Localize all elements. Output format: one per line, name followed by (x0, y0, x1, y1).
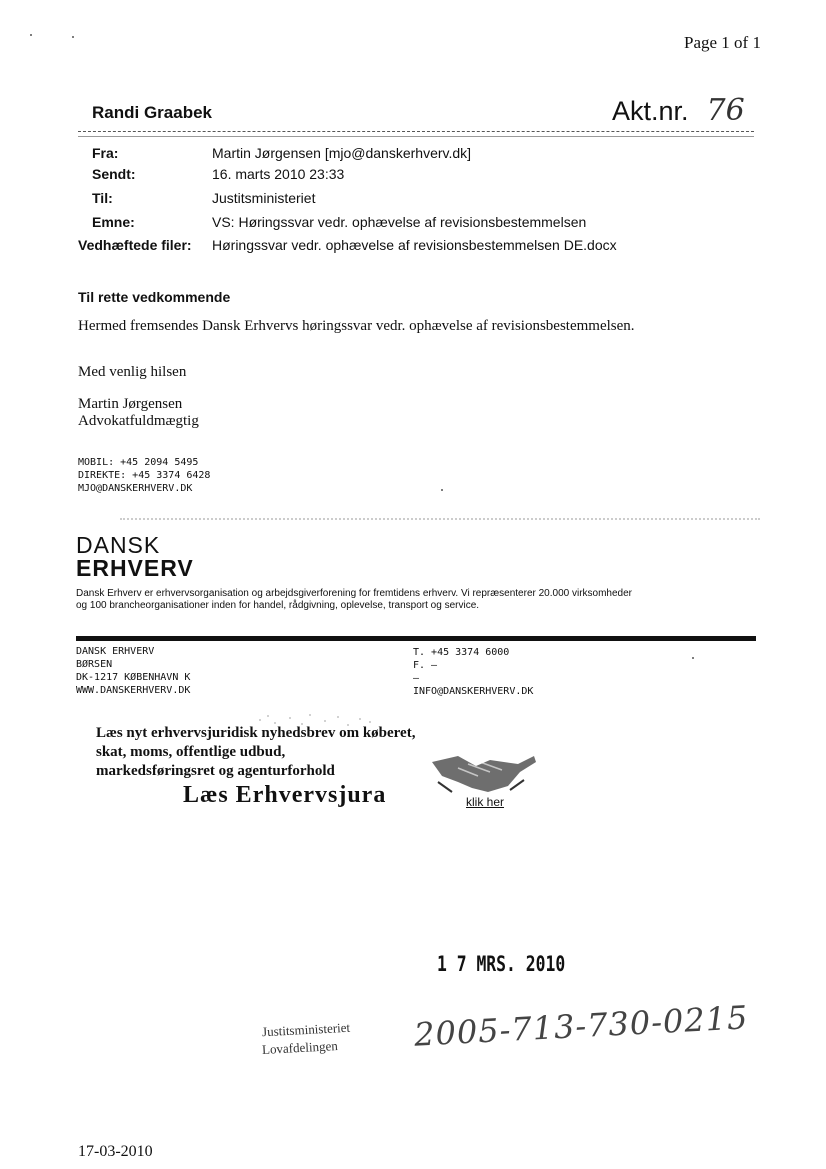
website-link[interactable]: WWW.DANSKERHVERV.DK (76, 685, 191, 696)
org-description-line1: Dansk Erhverv er erhvervsorganisation og arbejdsgiverforening for fremtidens erhverv. Vi repræsenterer 20.000 virksomheder (76, 588, 633, 599)
meta-label: Emne: (92, 214, 135, 230)
promo-line1: Læs nyt erhvervsjuridisk nyhedsbrev om køberet, (96, 725, 416, 741)
dotted-separator (120, 518, 760, 520)
address-left-3: DK-1217 KØBENHAVN K (76, 672, 191, 683)
meta-value: Martin Jørgensen [mjo@danskerhverv.dk] (212, 145, 472, 161)
signature-name: Martin Jørgensen (78, 396, 183, 412)
header-name: Randi Graabek (92, 103, 212, 122)
promo-title: Læs Erhvervsjura (183, 782, 387, 808)
meta-value: VS: Høringssvar vedr. ophævelse af revisionsbestemmelsen (212, 214, 587, 230)
promo-line2: skat, moms, offentlige udbud, (96, 744, 286, 760)
contact-email[interactable]: MJO@DANSKERHVERV.DK (78, 483, 193, 494)
address-dash: – (413, 673, 420, 684)
akt-stamp (612, 93, 745, 128)
meta-value: Justitsministeriet (212, 190, 316, 206)
header-divider-secondary (78, 136, 754, 137)
meta-value: 16. marts 2010 23:33 (212, 166, 345, 182)
meta-label: Fra: (92, 145, 119, 161)
footer-rule (76, 636, 756, 641)
akt-label: Akt.nr. (612, 96, 689, 126)
org-description-line2: og 100 brancheorganisationer inden for handel, rådgivning, oplevelse, transport og service. (76, 600, 480, 611)
stamp-department-line1: Justitsministeriet (261, 1019, 351, 1040)
address-fax: F. – (413, 660, 438, 671)
logo-line1: DANSK (76, 532, 161, 558)
received-date-stamp: 1 7 MRS. 2010 (437, 952, 566, 976)
contact-direct: DIREKTE: +45 3374 6428 (78, 470, 211, 481)
body-text: Hermed fremsendes Dansk Erhvervs høringssvar vedr. ophævelse af revisionsbestemmelsen. (78, 318, 635, 334)
header-divider (78, 131, 754, 133)
handshake-icon (428, 742, 538, 800)
info-email-link[interactable]: INFO@DANSKERHVERV.DK (413, 686, 534, 697)
stamp-department-line2: Lovafdelingen (261, 1038, 339, 1057)
akt-number: 76 (706, 93, 745, 128)
meta-label: Til: (92, 190, 113, 206)
scan-speck (30, 34, 32, 36)
scan-speck (441, 489, 443, 491)
scan-speck (692, 657, 694, 659)
klik-her-link[interactable]: klik her (466, 795, 505, 809)
footer-date: 17-03-2010 (78, 1143, 153, 1160)
meta-label: Sendt: (92, 166, 136, 182)
page-label: Page 1 of 1 (684, 33, 761, 52)
scan-speck (72, 36, 74, 38)
address-left-1: DANSK ERHVERV (76, 646, 155, 657)
signature-title: Advokatfuldmægtig (78, 413, 199, 429)
contact-mobile: MOBIL: +45 2094 5495 (78, 457, 199, 468)
promo-line3: markedsføringsret og agenturforhold (96, 763, 335, 779)
dansk-erhverv-logo (76, 534, 194, 580)
greeting: Til rette vedkommende (78, 289, 231, 305)
address-left-2: BØRSEN (76, 659, 113, 670)
handwritten-case-number: 2005-713-730-0215 (413, 998, 750, 1054)
attachment-link[interactable]: Høringssvar vedr. ophævelse af revisionsbestemmelsen DE.docx (212, 237, 617, 253)
address-phone: T. +45 3374 6000 (413, 647, 510, 658)
closing: Med venlig hilsen (78, 364, 187, 380)
meta-label: Vedhæftede filer: (78, 237, 192, 253)
logo-line2: ERHVERV (76, 555, 194, 581)
